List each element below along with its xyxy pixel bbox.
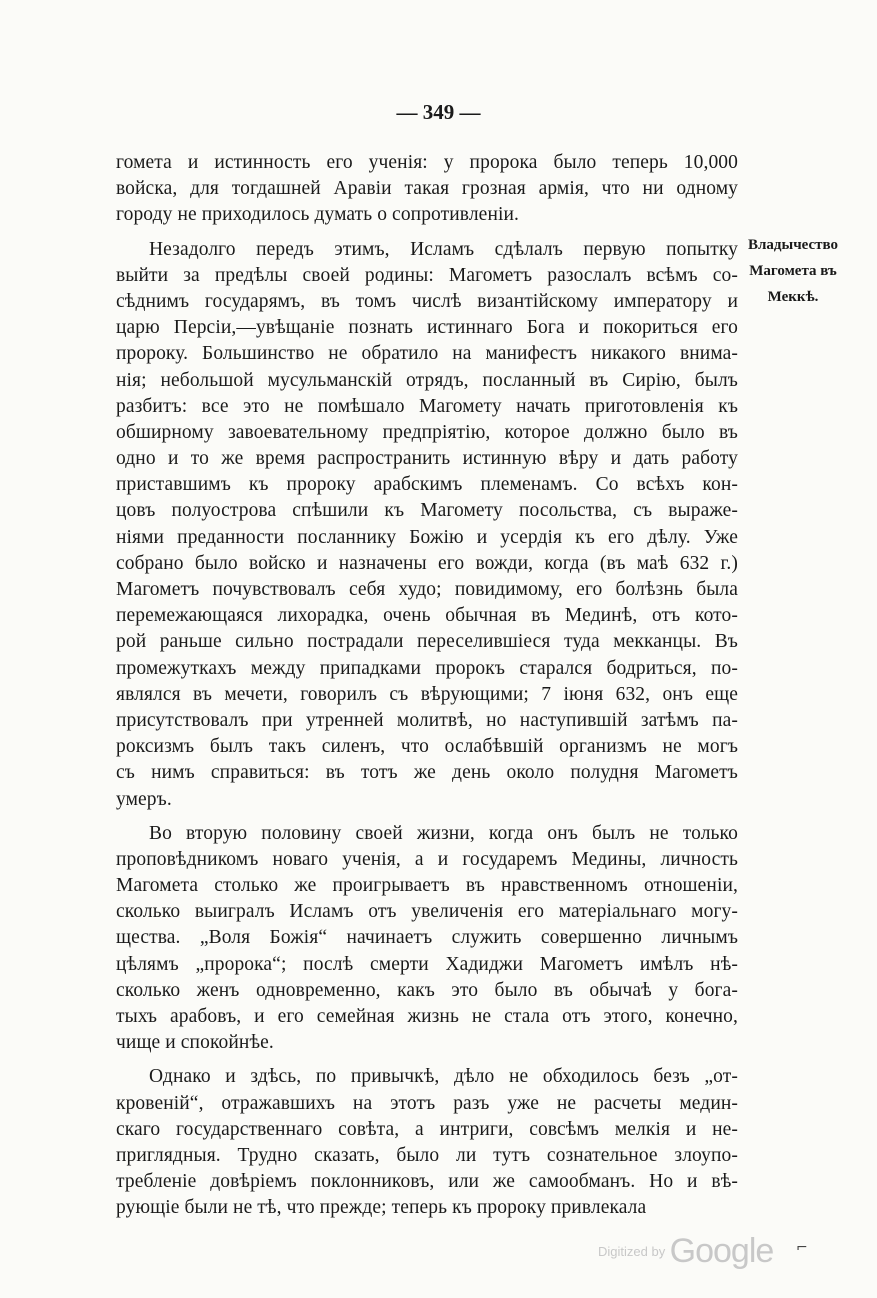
google-watermark <box>598 1232 773 1271</box>
text-line: чище и спокойнѣе. <box>116 1032 274 1054</box>
text-line: присутствовалъ при утренней молитвѣ, но наступившій затѣмъ па- <box>116 709 738 731</box>
text-line: приставшимъ къ пророку арабскимъ племенамъ. Со всѣхъ кон- <box>116 474 738 496</box>
paragraph <box>116 821 738 1057</box>
text-line: городу не приходилось думать о сопротивленіи. <box>116 204 520 226</box>
text-line: гомета и истинность его ученія: у пророка было теперь 10,000 <box>116 152 738 173</box>
text-line: промежуткахъ между припадками пророкъ старался бодриться, по- <box>116 657 738 679</box>
paragraph <box>116 237 738 813</box>
paragraph-gap <box>116 229 738 237</box>
text-line: цѣлямъ „пророка“; послѣ смерти Хадиджи Магометъ имѣлъ нѣ- <box>116 953 738 975</box>
text-line: собрано было войско и назначены его вожди, когда (въ маѣ 632 г.) <box>116 552 738 574</box>
text-line: являлся въ мечети, говорилъ съ вѣрующими; 7 іюня 632, онъ еще <box>116 683 738 705</box>
paragraph-gap <box>116 1056 738 1064</box>
text-line: царю Персіи,—увѣщаніе познать истиннаго Бога и покориться его <box>116 317 738 339</box>
text-line: перемежающаяся лихорадка, очень обычная въ Мединѣ, отъ кото- <box>116 605 738 627</box>
text-line: Магомета столько же проигрываетъ въ нравственномъ отношеніи, <box>116 875 738 897</box>
text-line: умеръ. <box>116 788 172 810</box>
text-line: войска, для тогдашней Аравіи такая грозная армія, что ни одному <box>116 178 738 200</box>
text-line: нія; небольшой мусульманскій отрядъ, посланный въ Сирію, былъ <box>116 369 738 391</box>
text-line: тыхъ арабовъ, и его семейная жизнь не стала отъ этого, конечно, <box>116 1006 738 1027</box>
text-line: сѣднимъ государямъ, въ томъ числѣ византійскому императору и <box>116 290 738 312</box>
text-line: цовъ полуострова спѣшили къ Магомету посольства, съ выраже- <box>116 500 738 522</box>
text-line: кровеній“, отражавшихъ на этотъ разъ уже не расчеты медин- <box>116 1092 738 1114</box>
margin-note-line: Магомета въ <box>749 263 837 280</box>
text-line: проповѣдникомъ новаго ученія, а и государемъ Медины, личность <box>116 848 738 870</box>
text-line: пророку. Большинство не обратило на манифестъ никакого внима- <box>116 343 738 365</box>
text-line: сколько женъ одновременно, какъ это было въ обычаѣ у бога- <box>116 979 738 1001</box>
text-line: разбитъ: все это не помѣшало Магомету начать приготовленія къ <box>116 395 738 417</box>
text-line: Магометъ почувствовалъ себя худо; повидимому, его болѣзнь была <box>116 579 738 600</box>
text-line: скаго государственнаго совѣта, а интриги, совсѣмъ мелкія и не- <box>116 1118 738 1140</box>
margin-note-line: Меккѣ. <box>767 289 819 306</box>
text-line: Однако и здѣсь, по привычкѣ, дѣло не обходилось безъ „от- <box>149 1066 738 1088</box>
text-line: съ нимъ справиться: въ тотъ же день около полудня Магометъ <box>116 762 738 784</box>
text-line: ніями преданности посланнику Божію и усердія къ его дѣлу. Уже <box>116 526 738 548</box>
paragraph <box>116 1064 738 1221</box>
paragraph <box>116 150 738 229</box>
text-line: сколько выигралъ Исламъ отъ увеличенія его матеріальнаго могу- <box>116 901 738 923</box>
text-line: рующіе были не тѣ, что прежде; теперь къ пророку привлекала <box>116 1197 647 1219</box>
text-line: Незадолго передъ этимъ, Исламъ сдѣлалъ первую попытку <box>149 238 738 260</box>
text-line: приглядныя. Трудно сказать, было ли тутъ сознательное злоупо- <box>116 1144 738 1166</box>
text-line: выйти за предѣлы своей родины: Магометъ разослалъ всѣмъ со- <box>116 264 738 286</box>
text-line: рой раньше сильно пострадали переселившіеся туда мекканцы. Въ <box>116 631 738 653</box>
margin-note <box>738 232 848 311</box>
text-line: роксизмъ былъ такъ силенъ, что ослабѣвшій организмъ не могъ <box>116 736 738 758</box>
text-line: одно и то же время распространить истинную вѣру и дать работу <box>116 448 738 470</box>
text-line: Во вторую половину своей жизни, когда онъ былъ не только <box>149 822 738 844</box>
page-number: — 349 — <box>396 100 481 124</box>
watermark-small: Digitized by <box>598 1244 666 1259</box>
main-text <box>116 150 738 1222</box>
text-line: обширному завоевательному предпріятію, которое должно было въ <box>116 421 738 443</box>
text-line: требленіе довѣріемъ поклонниковъ, или же самообманъ. Но и вѣ- <box>116 1171 738 1193</box>
text-line: щества. „Воля Божія“ начинаетъ служить совершенно личнымъ <box>116 927 738 949</box>
paragraph-gap <box>116 813 738 821</box>
margin-note-line: Владычество <box>747 237 839 253</box>
watermark-logo: Google <box>669 1232 774 1270</box>
scan-mark: ⌐ <box>796 1240 808 1256</box>
